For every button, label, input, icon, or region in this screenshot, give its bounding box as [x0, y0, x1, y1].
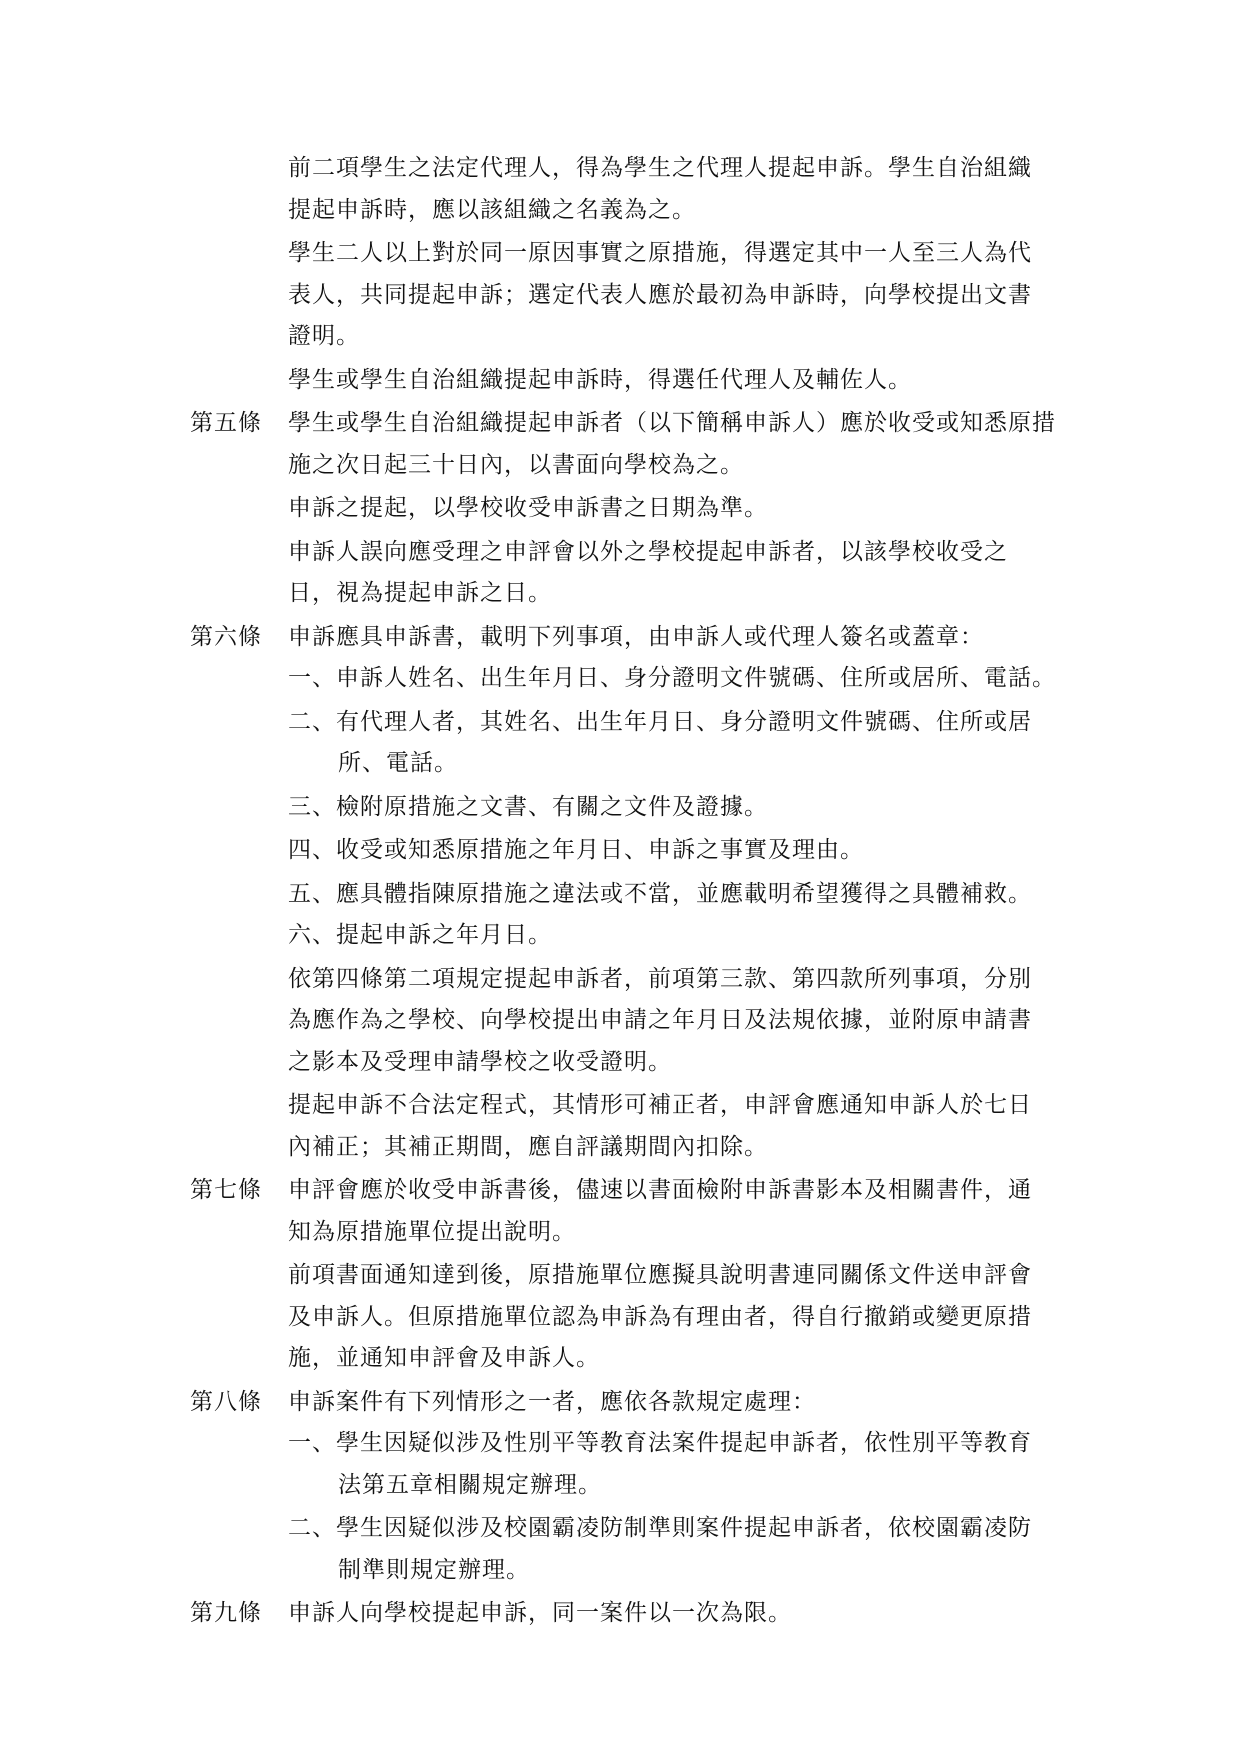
text-line: 之影本及受理申請學校之收受證明。	[288, 1048, 672, 1075]
text-line: 表人，共同提起申訴；選定代表人應於最初為申訴時，向學校提出文書	[288, 281, 1032, 308]
text-line: 為應作為之學校、向學校提出申請之年月日及法規依據，並附原申請書	[288, 1007, 1032, 1033]
text-line: 申訴人誤向應受理之申評會以外之學校提起申訴者，以該學校收受之	[288, 538, 1008, 565]
text-line: 內補正；其補正期間，應自評議期間內扣除。	[288, 1133, 768, 1160]
text-line: 提起申訴時，應以該組織之名義為之。	[288, 196, 696, 223]
list-item-continuation: 法第五章相關規定辦理。	[338, 1471, 602, 1498]
text-line: 提起申訴不合法定程式，其情形可補正者，申評會應通知申訴人於七日	[288, 1092, 1032, 1118]
article-number: 第七條	[190, 1177, 262, 1203]
article-9-first-line	[190, 1593, 1060, 1635]
text-line: 申評會應於收受申訴書後，儘速以書面檢附申訴書影本及相關書件，通	[288, 1177, 1032, 1203]
list-item: 一、學生因疑似涉及性別平等教育法案件提起申訴者，依性別平等教育	[288, 1430, 1032, 1456]
article-number: 第五條	[190, 410, 262, 436]
text-line: 及申訴人。但原措施單位認為申訴為有理由者，得自行撤銷或變更原措	[288, 1303, 1032, 1330]
list-item: 二、學生因疑似涉及校園霸凌防制準則案件提起申訴者，依校園霸凌防	[288, 1515, 1032, 1541]
text-line: 申訴人向學校提起申訴，同一案件以一次為限。	[288, 1600, 792, 1626]
text-line: 證明。	[288, 323, 360, 349]
text-line: 施之次日起三十日內，以書面向學校為之。	[288, 451, 744, 478]
text-line: 申訴之提起，以學校收受申訴書之日期為準。	[288, 495, 768, 521]
article-number: 第八條	[190, 1388, 262, 1415]
text-line: 前項書面通知達到後，原措施單位應擬具說明書連同關係文件送申評會	[288, 1262, 1032, 1288]
article-5-first-line	[190, 403, 1060, 445]
list-item: 六、提起申訴之年月日。	[288, 922, 552, 948]
text-line: 學生或學生自治組織提起申訴時，得選任代理人及輔佐人。	[288, 366, 912, 393]
text-line: 申訴應具申訴書，載明下列事項，由申訴人或代理人簽名或蓋章：	[288, 623, 984, 650]
list-item: 三、檢附原措施之文書、有關之文件及證據。	[288, 793, 768, 820]
list-item: 五、應具體指陳原措施之違法或不當，並應載明希望獲得之具體補救。	[288, 880, 1032, 907]
list-item: 一、申訴人姓名、出生年月日、身分證明文件號碼、住所或居所、電話。	[288, 665, 1056, 691]
document-body	[190, 148, 1060, 1635]
text-line: 申訴案件有下列情形之一者，應依各款規定處理：	[288, 1388, 816, 1415]
text-line: 依第四條第二項規定提起申訴者，前項第三款、第四款所列事項，分別	[288, 965, 1032, 992]
article-8-first-line	[190, 1382, 1060, 1424]
list-item-continuation: 所、電話。	[338, 750, 458, 776]
text-line: 前二項學生之法定代理人，得為學生之代理人提起申訴。學生自治組織	[288, 155, 1032, 181]
article-6-first-line	[190, 617, 1060, 659]
text-line: 施，並通知申評會及申訴人。	[288, 1345, 600, 1371]
list-item-continuation: 制準則規定辦理。	[338, 1556, 530, 1583]
text-line: 知為原措施單位提出說明。	[288, 1218, 576, 1245]
list-item: 二、有代理人者，其姓名、出生年月日、身分證明文件號碼、住所或居	[288, 708, 1032, 735]
list-item: 四、收受或知悉原措施之年月日、申訴之事實及理由。	[288, 837, 864, 863]
text-line: 學生二人以上對於同一原因事實之原措施，得選定其中一人至三人為代	[288, 240, 1032, 266]
article-number: 第九條	[190, 1600, 262, 1626]
article-number: 第六條	[190, 623, 262, 650]
text-line: 學生或學生自治組織提起申訴者（以下簡稱申訴人）應於收受或知悉原措	[288, 410, 1056, 436]
text-line: 日，視為提起申訴之日。	[288, 580, 552, 606]
article-7-first-line	[190, 1170, 1060, 1212]
